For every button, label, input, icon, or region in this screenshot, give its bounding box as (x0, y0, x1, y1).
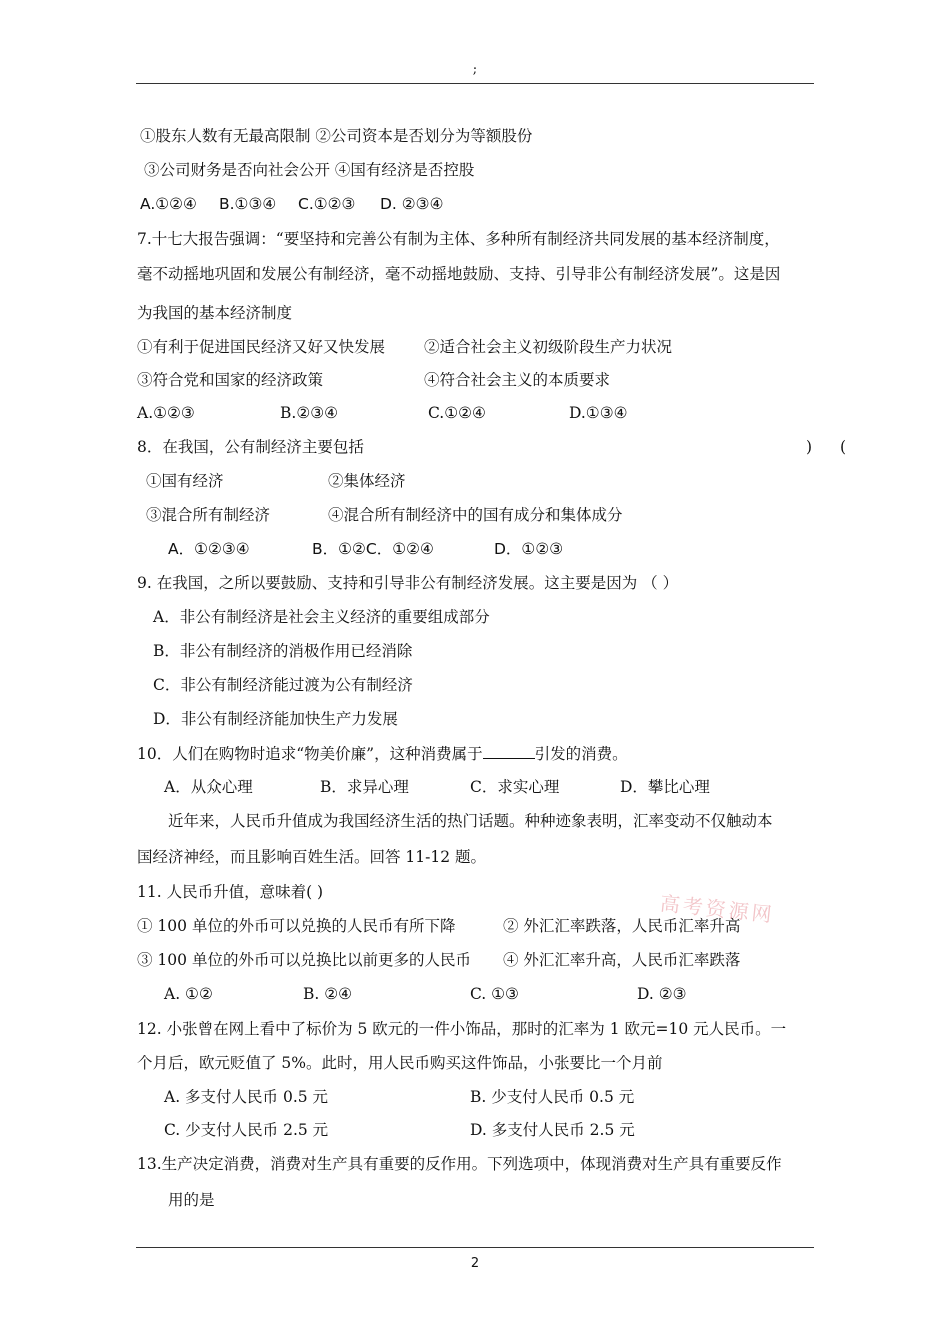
q7-option-3: ③符合党和国家的经济政策 (137, 371, 324, 389)
q8-paren-open: ( (840, 438, 847, 456)
q10-stem (137, 743, 628, 765)
q6-choice-a: A.①②④ (140, 195, 197, 213)
q11-stem: 11. 人民币升值，意味着( ) (137, 883, 324, 901)
q7-option-1: ①有利于促进国民经济又好又快发展 (137, 338, 386, 356)
q8-stem: 8．在我国，公有制经济主要包括 (137, 438, 364, 456)
q6-choice-d: D. ②③④ (380, 195, 444, 213)
q7-choice-b: B.②③④ (280, 404, 339, 422)
q11-choice-a: A. ①② (164, 985, 213, 1003)
q7-choice-c: C.①②④ (428, 404, 486, 422)
q9-option-a: A．非公有制经济是社会主义经济的重要组成部分 (153, 608, 490, 626)
q10-choice-d: D．攀比心理 (620, 778, 710, 796)
q10-choice-b: B．求异心理 (320, 778, 409, 796)
q12-choice-a: A. 多支付人民币 0.5 元 (164, 1088, 329, 1106)
q7-choice-a: A.①②③ (137, 404, 195, 422)
q8-paren-close: ) (806, 438, 813, 456)
q9-option-b: B．非公有制经济的消极作用已经消除 (153, 642, 413, 660)
q8-option-1: ①国有经济 (146, 472, 224, 490)
q6-choice-b: B.①③④ (219, 195, 277, 213)
q8-option-3: ③混合所有制经济 (146, 506, 271, 524)
q8-choice-bc: B．①②C．①②④ (312, 540, 434, 558)
q7-stem-line-2: 毫不动摇地巩固和发展公有制经济，毫不动摇地鼓励、支持、引导非公有制经济发展”。这是因 (137, 265, 781, 283)
q8-choice-a: A．①②③④ (168, 540, 250, 558)
q10-choice-c: C．求实心理 (470, 778, 560, 796)
q7-stem-line-1: 7.十七大报告强调：“要坚持和完善公有制为主体、多种所有制经济共同发展的基本经济制度， (137, 230, 780, 248)
q6-options-line-2: ③公司财务是否向社会公开 ④国有经济是否控股 (144, 161, 475, 179)
q10-answer-blank (483, 744, 535, 759)
q8-option-4: ④混合所有制经济中的国有成分和集体成分 (328, 506, 623, 524)
q7-stem-line-3: 为我国的基本经济制度 (137, 304, 293, 322)
q10-choice-a: A．从众心理 (164, 778, 253, 796)
q9-stem: 9. 在我国，之所以要鼓励、支持和引导非公有制经济发展。这主要是因为 （ ） (137, 574, 679, 592)
q11-choice-b: B. ②④ (303, 985, 353, 1003)
q11-option-1: ① 100 单位的外币可以兑换的人民币有所下降 (137, 917, 456, 935)
header-mark: ; (472, 62, 478, 77)
q12-stem-line-1: 12. 小张曾在网上看中了标价为 5 欧元的一件小饰品，那时的汇率为 1 欧元=10 元人民币。一 (137, 1020, 787, 1038)
q11-option-2: ② 外汇汇率跌落，人民币汇率升高 (503, 917, 741, 935)
header-rule (136, 83, 814, 84)
q7-option-4: ④符合社会主义的本质要求 (424, 371, 611, 389)
q7-choice-d: D.①③④ (569, 404, 628, 422)
footer-rule (136, 1247, 814, 1248)
q12-choice-d: D. 多支付人民币 2.5 元 (470, 1121, 635, 1139)
q9-option-d: D．非公有制经济能加快生产力发展 (153, 710, 398, 728)
q6-options-line-1: ①股东人数有无最高限制 ②公司资本是否划分为等额股份 (140, 127, 533, 145)
q12-stem-line-2: 个月后，欧元贬值了 5%。此时，用人民币购买这件饰品，小张要比一个月前 (137, 1054, 663, 1072)
q8-choice-d: D．①②③ (494, 540, 564, 558)
q11-option-4: ④ 外汇汇率升高，人民币汇率跌落 (503, 951, 741, 969)
q7-option-2: ②适合社会主义初级阶段生产力状况 (424, 338, 673, 356)
q6-choice-c: C.①②③ (298, 195, 356, 213)
q11-choice-c: C. ①③ (470, 985, 519, 1003)
passage-line-2: 国经济神经，而且影响百姓生活。回答 11-12 题。 (137, 848, 487, 866)
watermark-stamp: 高考资源网 (658, 891, 776, 927)
q9-option-c: C．非公有制经济能过渡为公有制经济 (153, 676, 413, 694)
q12-choice-b: B. 少支付人民币 0.5 元 (470, 1088, 635, 1106)
q10-stem-after: 引发的消费。 (534, 745, 628, 763)
q12-choice-c: C. 少支付人民币 2.5 元 (164, 1121, 329, 1139)
page-number: 2 (470, 1256, 480, 1271)
passage-line-1: 近年来，人民币升值成为我国经济生活的热门话题。种种迹象表明，汇率变动不仅触动本 (168, 812, 773, 830)
q11-choice-d: D. ②③ (637, 985, 687, 1003)
q10-stem-before: 10．人们在购物时追求“物美价廉”，这种消费属于 (137, 745, 483, 763)
q13-stem-line-2: 用的是 (168, 1191, 215, 1209)
q13-stem-line-1: 13.生产决定消费，消费对生产具有重要的反作用。下列选项中，体现消费对生产具有重要反作 (137, 1155, 782, 1173)
q8-option-2: ②集体经济 (328, 472, 406, 490)
q11-option-3: ③ 100 单位的外币可以兑换比以前更多的人民币 (137, 951, 471, 969)
